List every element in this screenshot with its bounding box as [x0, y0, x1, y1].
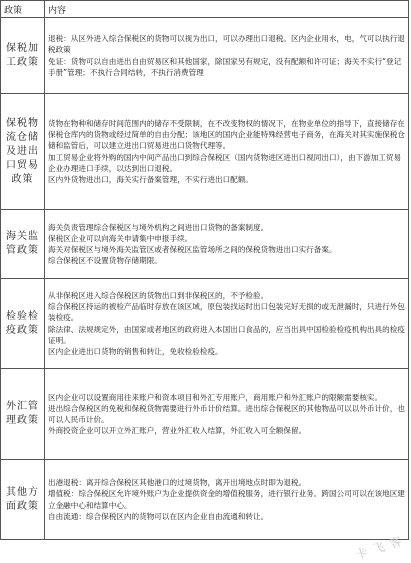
- header-row: [1, 1, 409, 18]
- content-paragraph: 外商投资企业可以开立外汇账户，营业外汇收入结算，外汇收入可全额保留。: [48, 425, 405, 436]
- content-cell: [45, 369, 409, 460]
- category-cell: 检验检疫政策: [1, 279, 45, 369]
- content-paragraph: 增值税：综合保税区允许境外账户为企业提供资金的增值税服务，进行银行业务。跨国公司可以在该地区建立金融中心和结算中心。: [48, 488, 405, 510]
- content-paragraph: 退税：从区外进入综合保税区的货物可以视为出口，可以办理出口退税。区内企业用水，电，气可以执行退税政策: [48, 33, 405, 55]
- content-paragraph: 除法律、法规规定外，由国家或者地区的政府进入本国出口食品的，应当出具中国检验检疫机构出具的检疫证明。: [48, 324, 405, 346]
- content-paragraph: 自由流通：综合保税区内的货物可以在区内企业自由流通和转让。: [48, 511, 405, 522]
- watermark: 卡 飞 客: [353, 532, 405, 563]
- content-paragraph: 区内企业进出口货物的销售和转让，免收检验检疫。: [48, 346, 405, 357]
- content-paragraph: 海关对保税区与境外海关监管区或者保税区监管场所之间的保税货物进出口实行备案。: [48, 244, 405, 255]
- category-cell: 其他方面政策: [1, 460, 45, 540]
- table-row: [1, 279, 409, 369]
- content-paragraph: 区内外货物进出口，海关实行备案管理，不实行进出口配额。: [48, 174, 405, 185]
- table-row: [1, 94, 409, 210]
- header-policy: 政策: [1, 1, 45, 18]
- content-paragraph: 加工贸易企业将外购的国内中间产品出口到综合保税区（国内货物进区进出口视同出口），由下游加工贸易企业办理进口手续，以达到出口退税。: [48, 152, 405, 174]
- content-paragraph: 海关负责管理综合保税区与境外机构之间进出口货物的备案制度。: [48, 222, 405, 233]
- category-cell: 外汇管理政策: [1, 369, 45, 460]
- content-cell: [45, 210, 409, 279]
- category-cell: 保税物流仓储及进出口贸易政策: [1, 94, 45, 210]
- content-paragraph: 出港退税：离开综合保税区其他港口的过境货物，离开出境地点时即为退税。: [48, 477, 405, 488]
- content-cell: [45, 279, 409, 369]
- content-paragraph: 区内企业可以设置商用往来账户和资本项目和外汇专用账户，商用账户和外汇账户的限额需要核实。: [48, 392, 405, 403]
- table-row: [1, 460, 409, 540]
- content-paragraph: 货物在物种和储存时间范围内的储存不受限制，在不改变物权的情况下，在物业单位的指导下，直接储存在保税仓库内的货物或经过简单的自由分配；该地区的国内企业能特殊经营电子商务，在海关对其实施保税仓储和监管后，可以建立进出口贸易进出口货物代理等。: [48, 118, 405, 151]
- header-content: 内容: [45, 1, 409, 18]
- content-paragraph: 综合保税区持运的被检产品临时存放在该区域，原包装找运时出口包装完好无损的或无泄漏时，只进行外包装检疫。: [48, 301, 405, 323]
- content-paragraph: 免证：货物可以自由进出自由贸易区和其他国家，除国家另有规定，没有配额和许可证；海关不实行“登记手册”管理；不执行合同结转，不执行消费管理: [48, 56, 405, 78]
- content-paragraph: 进出综合保税区的免税和保税货物需要进行外币计价结算。进出综合保税区的其他物品可以以外币计价，也可以人民币计价。: [48, 403, 405, 425]
- table-row: [1, 210, 409, 279]
- content-cell: [45, 460, 409, 540]
- content-cell: [45, 18, 409, 94]
- table-row: [1, 18, 409, 94]
- content-paragraph: 综合保税区不设置货物存储期限。: [48, 255, 405, 266]
- content-cell: [45, 94, 409, 210]
- table-row: [1, 369, 409, 460]
- category-cell: 保税加工政策: [1, 18, 45, 94]
- category-cell: 海关监管政策: [1, 210, 45, 279]
- content-paragraph: 从非保税区进入综合保税区的货物出口到非保税区的，不予检验。: [48, 290, 405, 301]
- content-paragraph: 保税区企业可以向海关申请集中申报手续。: [48, 233, 405, 244]
